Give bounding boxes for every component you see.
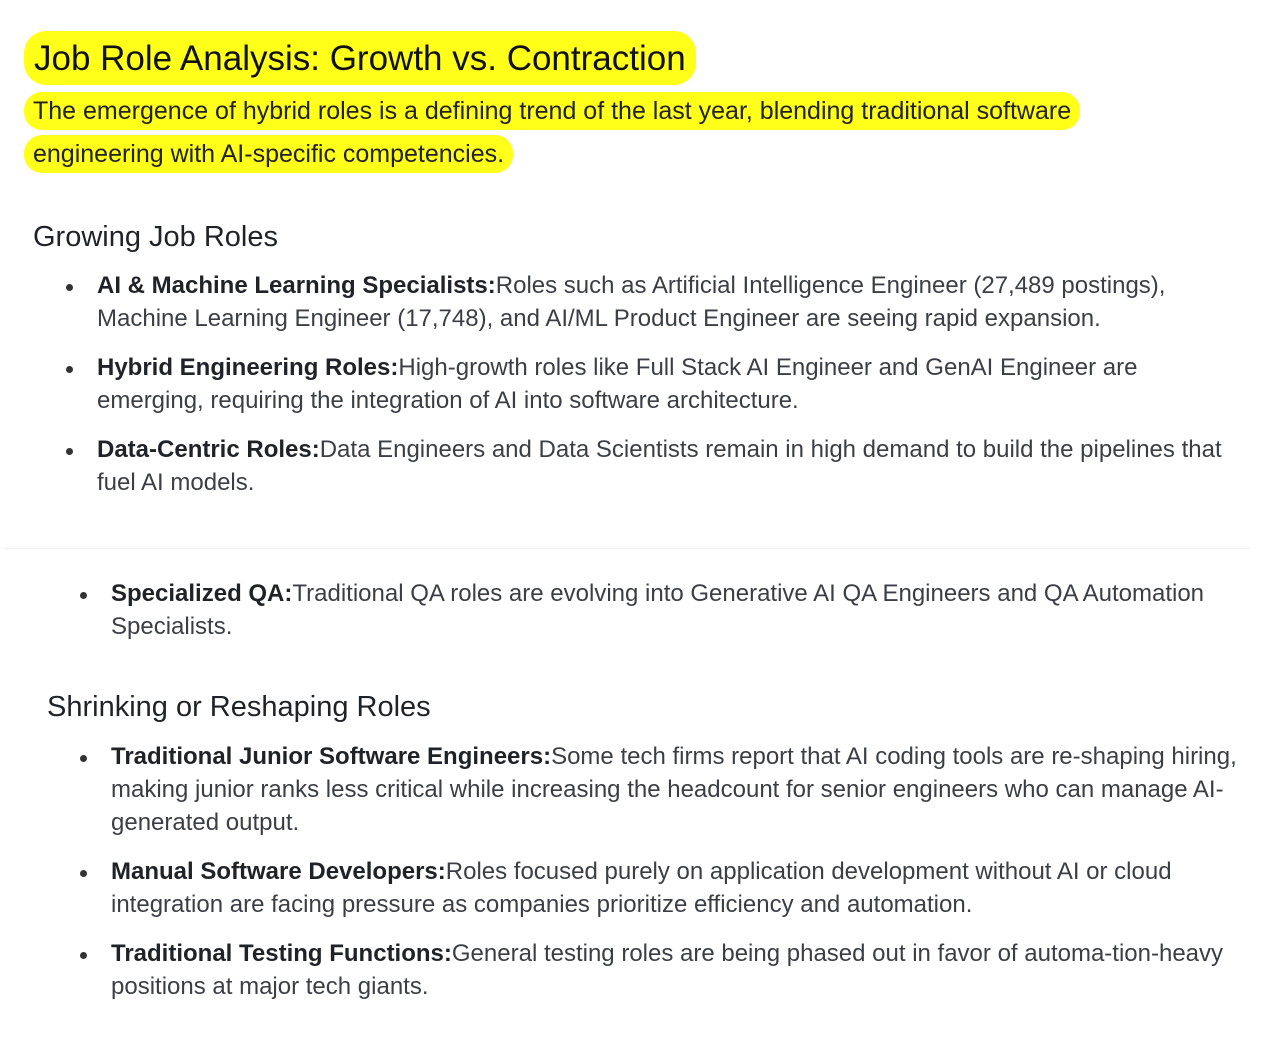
growing-roles-list bbox=[97, 269, 1227, 515]
role-description: General testing roles are being phased out in favor of automa-tion-heavy positions at major tech giants. bbox=[111, 940, 1224, 1000]
role-description: Traditional QA roles are evolving into Generative AI QA Engineers and QA Automation Specialists. bbox=[111, 580, 1205, 640]
role-term: Hybrid Engineering Roles: bbox=[97, 354, 399, 381]
shrinking-roles-list bbox=[111, 740, 1239, 1019]
role-description: Some tech firms report that AI coding tools are re-shaping hiring, making junior ranks less critical while increasing the headcount for senior engineers who can manage AI-generated output. bbox=[111, 743, 1237, 836]
list-item bbox=[97, 269, 1227, 335]
role-description: High-growth roles like Full Stack AI Engineer and GenAI Engineer are emerging, requiring the integration of AI into software architecture. bbox=[97, 354, 1138, 414]
list-item bbox=[111, 577, 1221, 643]
list-item bbox=[111, 937, 1239, 1003]
role-term: Traditional Testing Functions: bbox=[111, 940, 452, 967]
growing-roles-list-continued bbox=[111, 577, 1221, 659]
role-term: Data-Centric Roles: bbox=[97, 436, 320, 463]
list-item bbox=[97, 351, 1227, 417]
list-item bbox=[111, 740, 1239, 839]
shrinking-section-heading: Shrinking or Reshaping Roles bbox=[47, 691, 431, 723]
role-description: Data Engineers and Data Scientists remain in high demand to build the pipelines that fuel AI models. bbox=[97, 436, 1222, 496]
list-item bbox=[97, 433, 1227, 499]
page-title: Job Role Analysis: Growth vs. Contraction bbox=[24, 31, 696, 85]
intro-text-line-1: The emergence of hybrid roles is a defining trend of the last year, blending traditional software bbox=[24, 92, 1080, 130]
role-term: Specialized QA: bbox=[111, 580, 293, 607]
role-term: Traditional Junior Software Engineers: bbox=[111, 743, 552, 770]
list-item bbox=[111, 855, 1239, 921]
role-term: AI & Machine Learning Specialists: bbox=[97, 272, 496, 299]
section-divider bbox=[4, 548, 1250, 549]
growing-section-heading: Growing Job Roles bbox=[33, 221, 278, 253]
role-description: Roles focused purely on application development without AI or cloud integration are facing pressure as companies prioritize efficiency and automation. bbox=[111, 858, 1172, 918]
role-term: Manual Software Developers: bbox=[111, 858, 446, 885]
role-description: Roles such as Artificial Intelligence Engineer (27,489 postings), Machine Learning Engineer (17,748), and AI/ML Product Engineer are seeing rapid expansion. bbox=[97, 272, 1166, 332]
intro-text-line-2: engineering with AI-specific competencies. bbox=[24, 135, 513, 173]
